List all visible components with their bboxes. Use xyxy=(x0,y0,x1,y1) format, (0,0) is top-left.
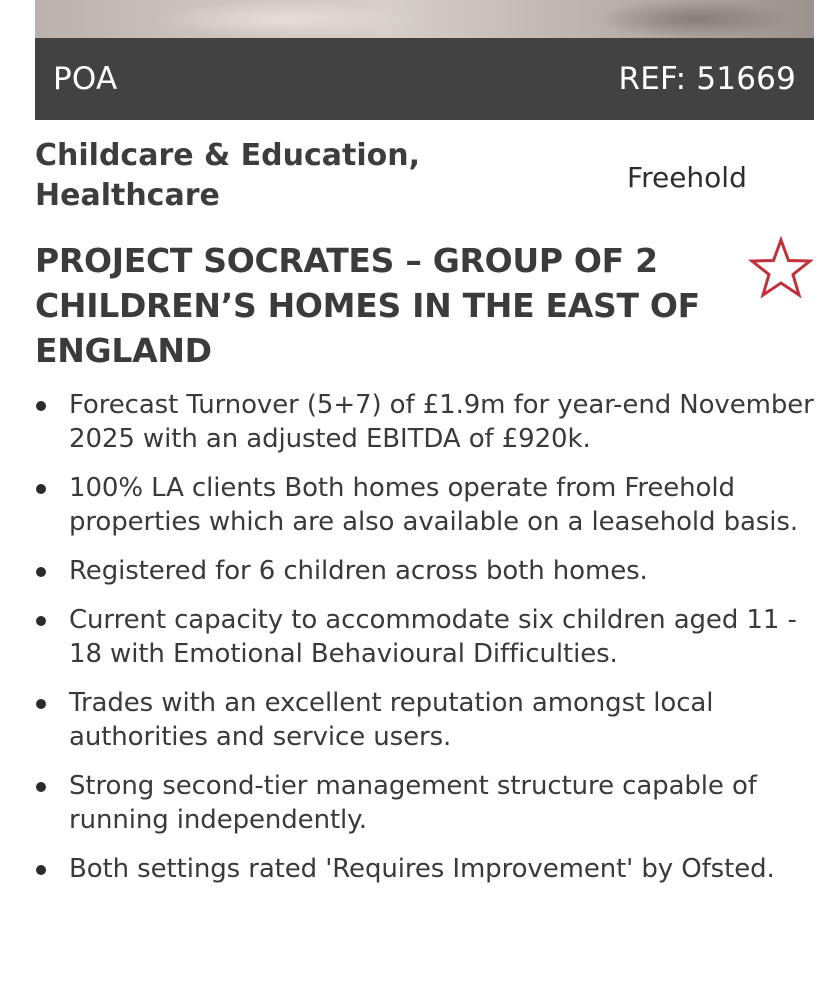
bullet-icon xyxy=(36,401,46,411)
listing-hero-image[interactable] xyxy=(35,0,814,38)
star-outline-icon xyxy=(748,236,814,300)
list-item: Trades with an excellent reputation amongst local authorities and service users. xyxy=(35,686,815,754)
bullet-icon xyxy=(36,699,46,709)
bullet-icon xyxy=(36,567,46,577)
list-item: Current capacity to accommodate six children aged 11 - 18 with Emotional Behavioural Difficulties. xyxy=(35,603,815,671)
price-label: POA xyxy=(53,61,118,97)
favourite-button[interactable] xyxy=(748,236,814,300)
listing-title[interactable]: PROJECT SOCRATES – GROUP OF 2 CHILDREN’S HOMES IN THE EAST OF ENGLAND xyxy=(35,241,700,370)
highlights-list xyxy=(35,388,815,901)
list-item: Forecast Turnover (5+7) of £1.9m for year-end November 2025 with an adjusted EBITDA of £920k. xyxy=(35,388,815,456)
list-item: Both settings rated 'Requires Improvement' by Ofsted. xyxy=(35,852,815,886)
listing-category: Childcare & Education, Healthcare xyxy=(35,138,420,213)
list-item: 100% LA clients Both homes operate from Freehold properties which are also available on a leasehold basis. xyxy=(35,471,815,539)
list-item: Strong second-tier management structure capable of running independently. xyxy=(35,769,815,837)
reference-label: REF: 51669 xyxy=(618,61,796,97)
price-bar xyxy=(35,38,814,120)
bullet-icon xyxy=(36,782,46,792)
tenure-label: Freehold xyxy=(627,161,747,194)
bullet-icon xyxy=(36,616,46,626)
list-item: Registered for 6 children across both homes. xyxy=(35,554,815,588)
bullet-icon xyxy=(36,865,46,875)
bullet-icon xyxy=(36,484,46,494)
